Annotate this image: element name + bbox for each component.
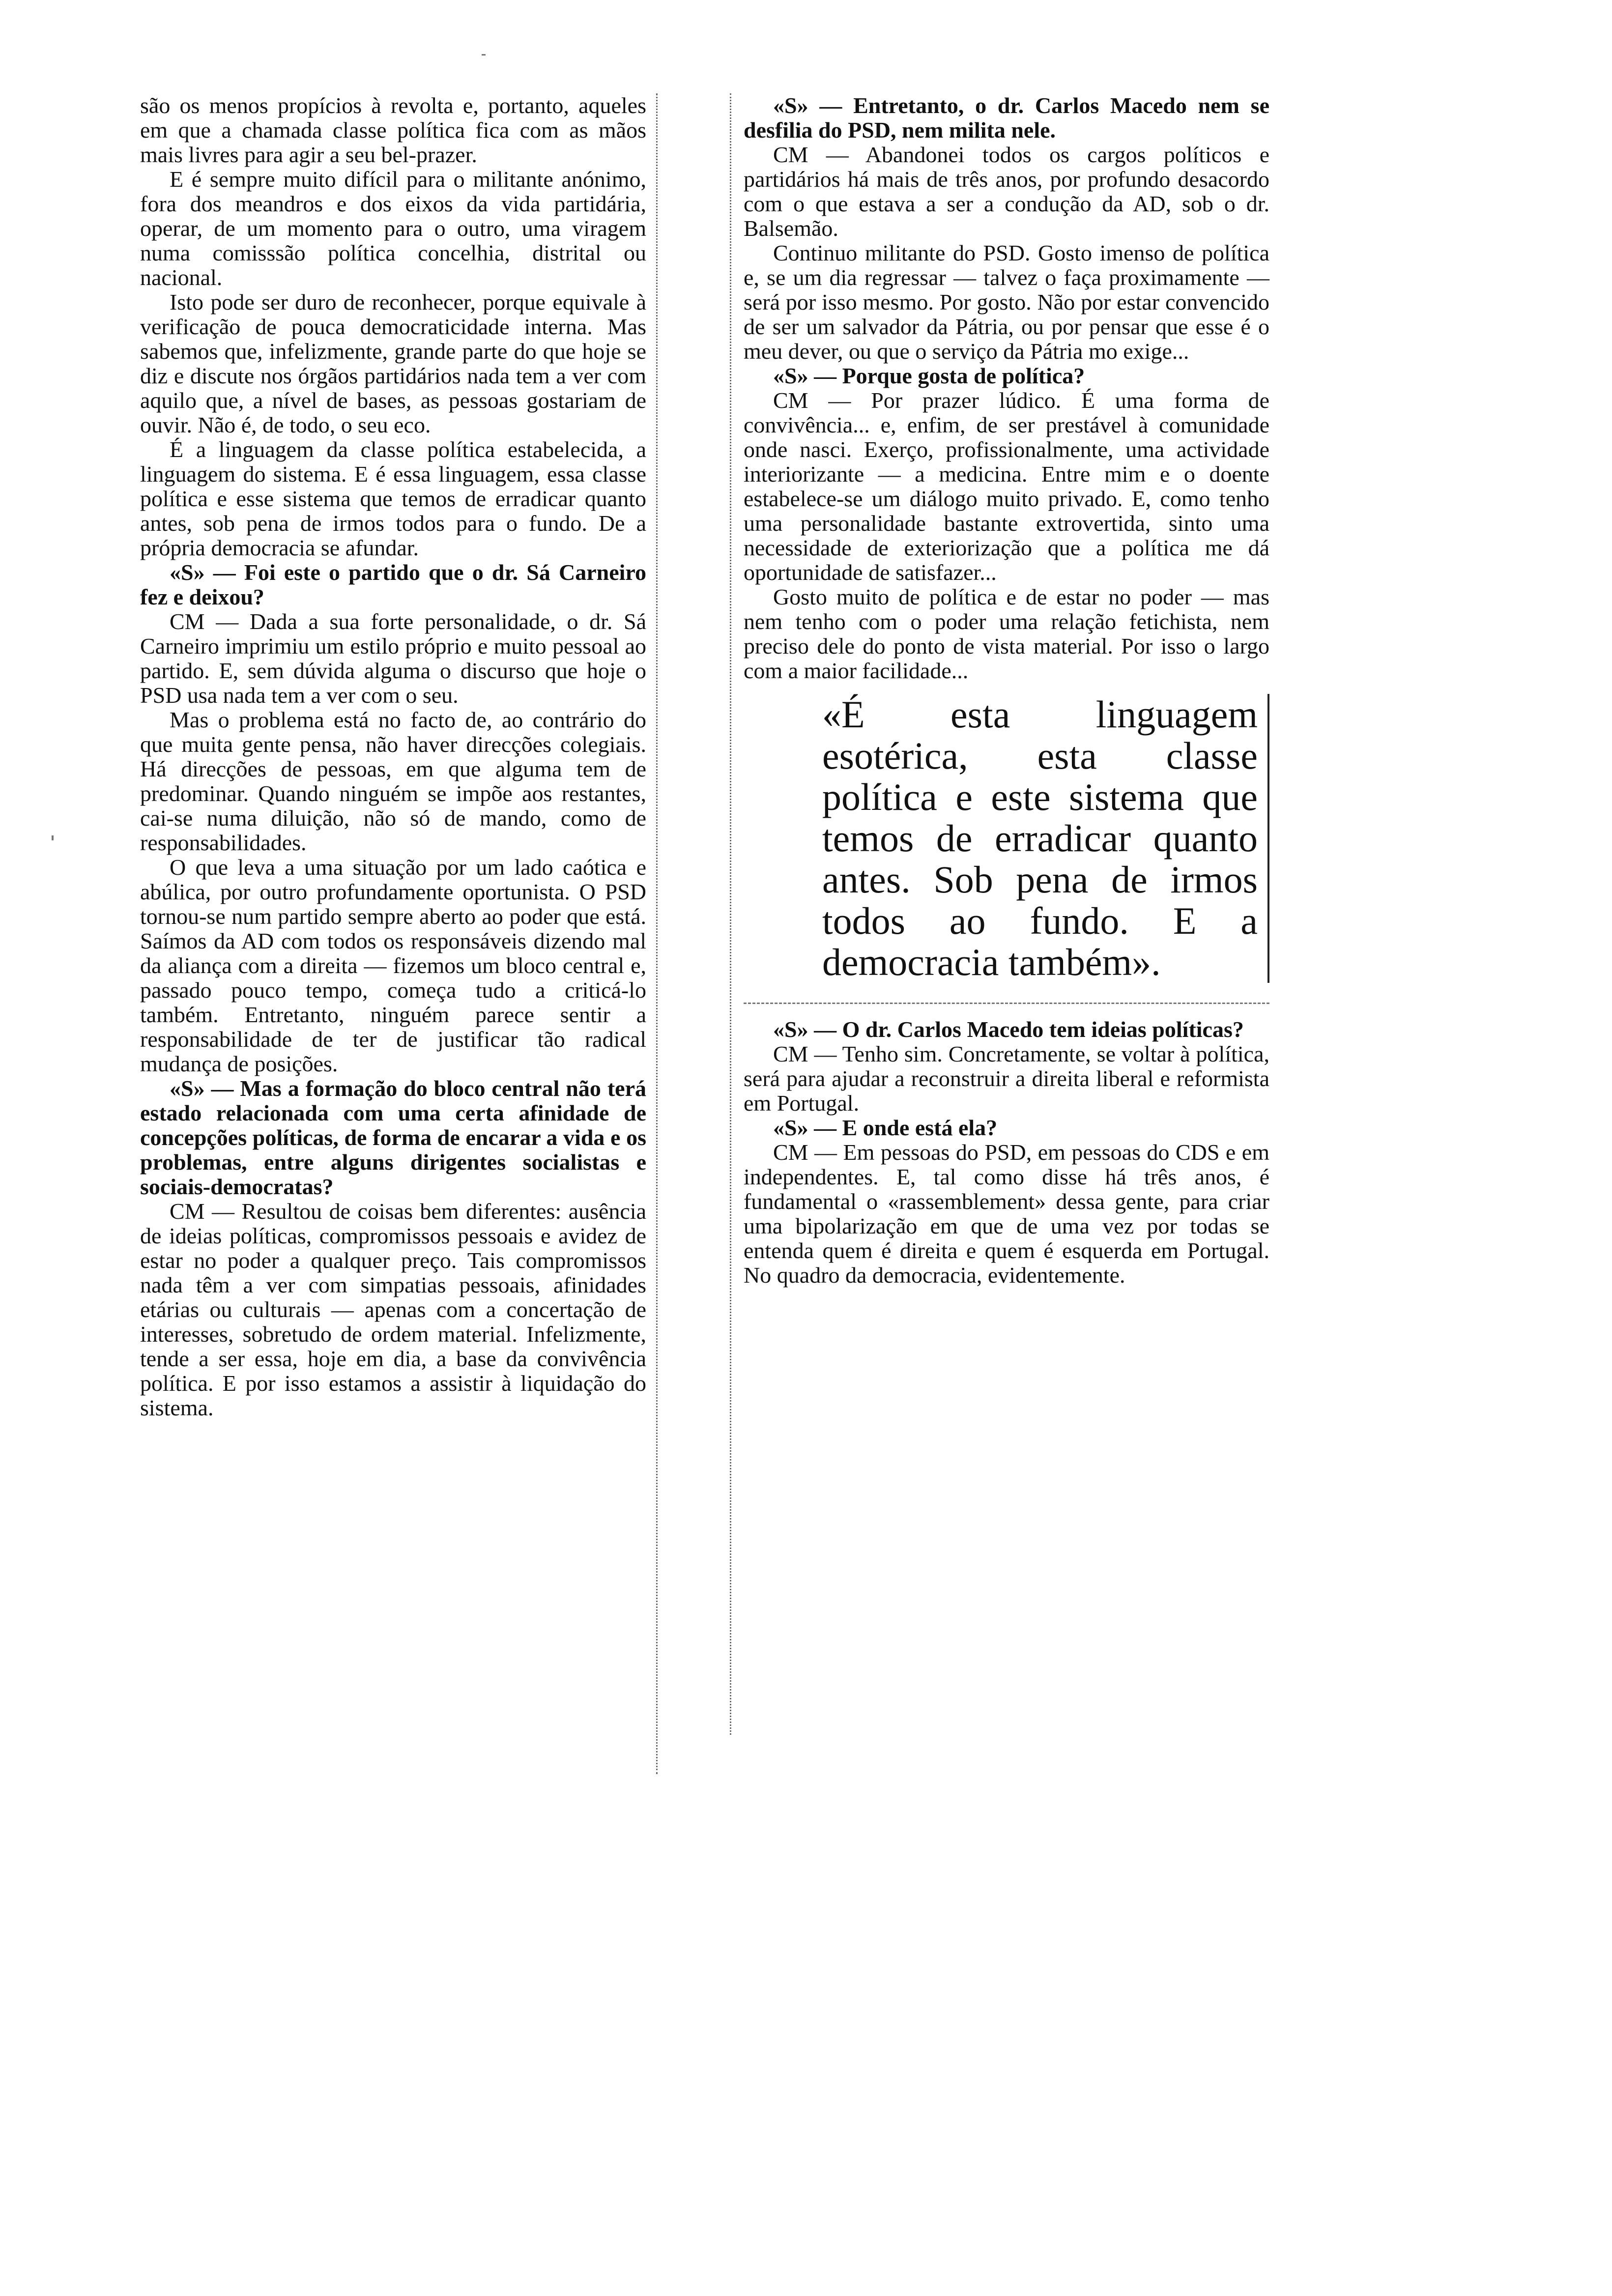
scan-speck bbox=[482, 54, 486, 56]
pull-quote-divider bbox=[744, 1003, 1269, 1005]
interview-answer: CM — Dada a sua forte personalidade, o dr. Sá Carneiro imprimiu um estilo próprio e muito pessoal ao partido. E, sem dúvida alguma o discurso que hoje o PSD usa nada tem a ver com o seu. bbox=[140, 609, 646, 708]
interview-question: «S» — O dr. Carlos Macedo tem ideias políticas? bbox=[773, 1017, 1244, 1042]
interview-question: «S» — E onde está ela? bbox=[773, 1115, 998, 1140]
interview-question: «S» — Entretanto, o dr. Carlos Macedo nem se desfilia do PSD, nem milita nele. bbox=[744, 93, 1269, 143]
right-column bbox=[730, 93, 1269, 1735]
left-column bbox=[140, 93, 658, 1774]
paragraph: Mas o problema está no facto de, ao contrário do que muita gente pensa, não haver direcções colegiais. Há direcções de pessoas, em que alguma tem de predominar. Quando ninguém se impõe aos restantes, cai-se numa diluição, não só de mando, como de responsabilidades. bbox=[140, 707, 646, 855]
interview-answer: CM — Em pessoas do PSD, em pessoas do CDS e em independentes. E, tal como disse há três anos, é fundamental o «rassemblement» dessa gente, para criar uma bipolarização em que de uma vez por todas se entenda quem é direita e quem é esquerda em Portugal. No quadro da democracia, evidentemente. bbox=[744, 1140, 1269, 1288]
interview-question: «S» — Mas a formação do bloco central não terá estado relacionada com uma certa afinidade de concepções políticas, de forma de encarar a vida e os problemas, entre alguns dirigentes socialistas e sociais-democratas? bbox=[140, 1076, 646, 1199]
paragraph: Gosto muito de política e de estar no poder — mas nem tenho com o poder uma relação fetichista, nem preciso dele do ponto de vista material. Por isso o largo com a maior facilidade... bbox=[744, 584, 1269, 683]
paragraph: O que leva a uma situação por um lado caótica e abúlica, por outro profundamente oportunista. O PSD tornou-se num partido sempre aberto ao poder que está. Saímos da AD com todos os responsáveis dizendo mal da aliança com a direita — fizemos um bloco central e, passado pouco tempo, começa tudo a criticá-lo também. Entretanto, ninguém parece sentir a responsabilidade de ter de justificar tão radical mudança de posições. bbox=[140, 855, 646, 1076]
paragraph: Continuo militante do PSD. Gosto imenso de política e, se um dia regressar — talvez o faça proximamente — será por isso mesmo. Por gosto. Não por estar convencido de ser um salvador da Pátria, ou por pensar que esse é o meu dever, ou que o serviço da Pátria mo exige... bbox=[744, 240, 1269, 364]
interview-question: «S» — Foi este o partido que o dr. Sá Carneiro fez e deixou? bbox=[140, 560, 646, 609]
interview-answer: CM — Abandonei todos os cargos políticos e partidários há mais de três anos, por profundo desacordo com o que estava a ser a condução da AD, sob o dr. Balsemão. bbox=[744, 142, 1269, 241]
pull-quote: «É esta linguagem esotérica, esta classe política e este sistema que temos de erradicar quanto antes. Sob pena de irmos todos ao fundo. E a democracia também». bbox=[822, 694, 1269, 983]
paragraph: são os menos propícios à revolta e, portanto, aqueles em que a chamada classe política fica com as mãos mais livres para agir a seu bel-prazer. bbox=[140, 93, 646, 167]
scan-speck bbox=[52, 835, 54, 840]
paragraph: E é sempre muito difícil para o militante anónimo, fora dos meandros e dos eixos da vida partidária, operar, de um momento para o outro, uma viragem numa comisssão política concelhia, distrital ou nacional. bbox=[140, 167, 646, 290]
interview-answer: CM — Tenho sim. Concretamente, se voltar à política, será para ajudar a reconstruir a direita liberal e reformista em Portugal. bbox=[744, 1041, 1269, 1116]
paragraph: Isto pode ser duro de reconhecer, porque equivale à verificação de pouca democraticidade interna. Mas sabemos que, infelizmente, grande parte do que hoje se diz e discute nos órgãos partidários nada tem a ver com aquilo que, a nível de bases, as pessoas gostariam de ouvir. Não é, de todo, o seu eco. bbox=[140, 289, 646, 437]
interview-question: «S» — Porque gosta de política? bbox=[773, 363, 1085, 388]
paragraph: É a linguagem da classe política estabelecida, a linguagem do sistema. E é essa linguagem, essa classe política e esse sistema que temos de erradicar quanto antes, sob pena de irmos todos para o fundo. De a própria democracia se afundar. bbox=[140, 437, 646, 560]
interview-answer: CM — Por prazer lúdico. É uma forma de convivência... e, enfim, de ser prestável à comunidade onde nasci. Exerço, profissionalmente, uma actividade interiorizante — a medicina. Entre mim e o doente estabelece-se um diálogo muito privado. E, como tenho uma personalidade bastante extrovertida, sinto uma necessidade de exteriorização que a política me dá oportunidade de satisfazer... bbox=[744, 388, 1269, 585]
interview-answer: CM — Resultou de coisas bem diferentes: ausência de ideias políticas, compromissos pessoais e avidez de estar no poder a qualquer preço. Tais compromissos nada têm a ver com simpatias pessoais, afinidades etárias ou culturais — apenas com a concertação de interesses, sobretudo de ordem material. Infelizmente, tende a ser essa, hoje em dia, a base da convivência política. E por isso estamos a assistir à liquidação do sistema. bbox=[140, 1199, 646, 1420]
